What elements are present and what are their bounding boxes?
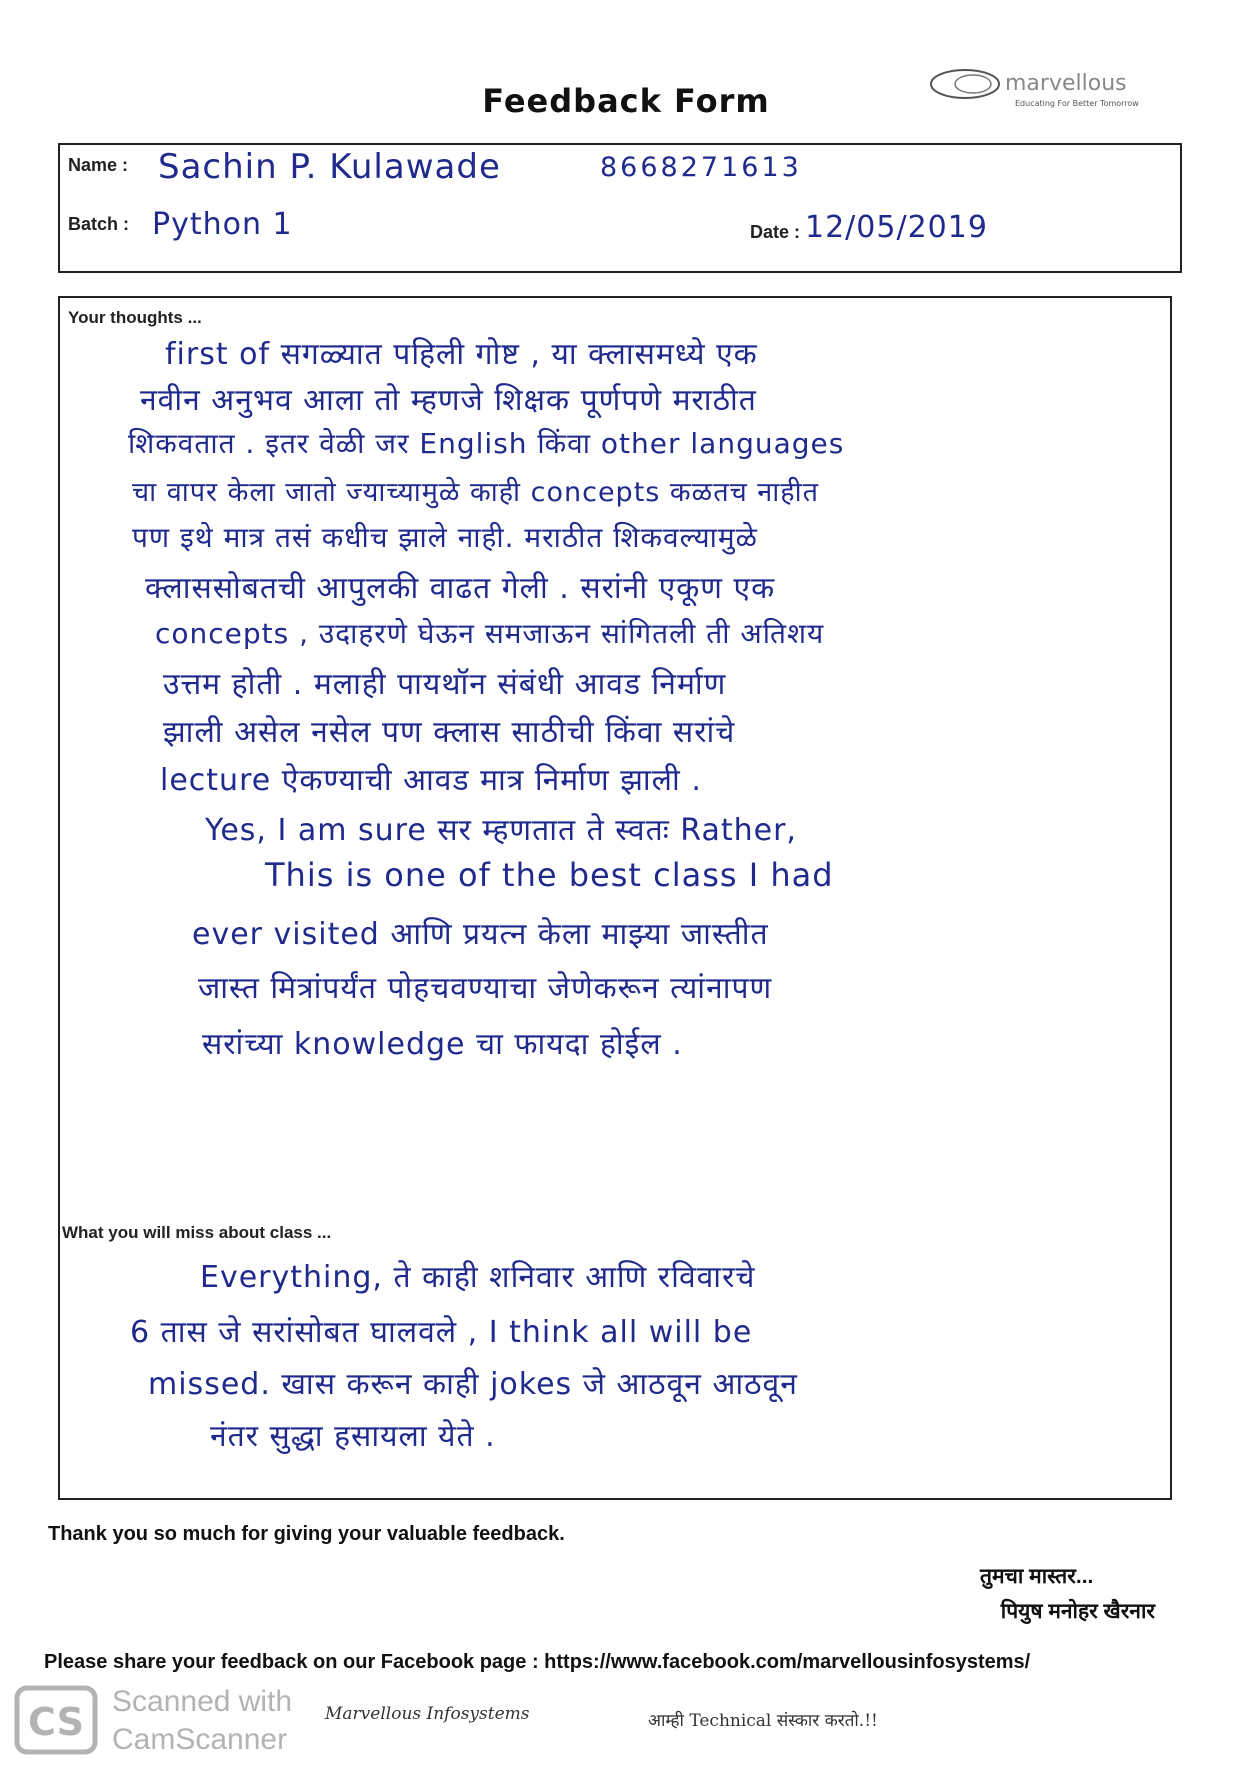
form-title: Feedback Form — [482, 82, 770, 120]
signature-line-2: पियुष मनोहर खैरनार — [1000, 1600, 1155, 1623]
date-label: Date : — [750, 222, 801, 242]
thoughts-line: जास्त मित्रांपर्यंत पोहचवण्याचा जेणेकरून त्यांनापण — [198, 971, 773, 1006]
date-value: 12/05/2019 — [805, 210, 988, 245]
tagline-text: आम्ही Technical संस्कार करतो.!! — [648, 1711, 878, 1731]
batch-value: Python 1 — [152, 207, 293, 242]
marvellous-logo — [925, 62, 1215, 114]
batch-label: Batch : — [68, 214, 130, 234]
thoughts-line: क्लाससोबतची आपुलकी वाढत गेली . सरांनी एकूण एक — [145, 571, 776, 606]
thoughts-line: lecture ऐकण्याची आवड मात्र निर्माण झाली . — [160, 763, 702, 798]
miss-line: Everything, ते काही शनिवार आणि रविवारचे — [200, 1260, 756, 1295]
camscanner-text: CamScanner — [112, 1723, 288, 1756]
thoughts-line: Yes, I am sure सर म्हणतात ते स्वतः Rather, — [205, 813, 797, 848]
camscanner-icon — [14, 1685, 98, 1755]
thoughts-line: उत्तम होती . मलाही पायथॉन संबंधी आवड निर्माण — [163, 667, 727, 702]
thanks-text: Thank you so much for giving your valuable feedback. — [48, 1523, 565, 1545]
thoughts-label: Your thoughts ... — [68, 308, 202, 327]
name-label: Name : — [68, 155, 129, 175]
thoughts-line: This is one of the best class I had — [265, 856, 834, 894]
logo-text: marvellous — [1005, 71, 1127, 96]
thoughts-line: झाली असेल नसेल पण क्लास साठीची किंवा सरांचे — [163, 715, 736, 750]
signature-line-1: तुमचा मास्तर... — [980, 1565, 1094, 1588]
brand-text: Marvellous Infosystems — [325, 1704, 530, 1724]
logo-tagline: Educating For Better Tomorrow — [1015, 99, 1139, 108]
thoughts-line: सरांच्या knowledge चा फायदा होईल . — [202, 1027, 683, 1062]
miss-line: 6 तास जे सरांसोबत घालवले , I think all will be — [130, 1315, 753, 1350]
miss-line: नंतर सुद्धा हसायला येते . — [210, 1419, 496, 1454]
thoughts-line: first of सगळ्यात पहिली गोष्ट , या क्लासमध्ये एक — [165, 337, 758, 372]
thoughts-line: पण इथे मात्र तसं कधीच झाले नाही. मराठीत शिकवल्यामुळे — [132, 521, 758, 554]
miss-label: What you will miss about class ... — [62, 1223, 332, 1242]
miss-line: missed. खास करून काही jokes जे आठवून आठवून — [148, 1367, 798, 1402]
thoughts-line: चा वापर केला जातो ज्याच्यामुळे काही concepts कळतच नाहीत — [132, 477, 820, 508]
thoughts-line: शिकवतात . इतर वेळी जर English किंवा other languages — [128, 427, 845, 460]
svg-text:CS: CS — [28, 1700, 84, 1744]
thoughts-line: नवीन अनुभव आला तो म्हणजे शिक्षक पूर्णपणे मराठीत — [140, 383, 757, 418]
facebook-share-text: Please share your feedback on our Facebook page : https://www.facebook.com/marvellousinfosystems/ — [44, 1651, 1031, 1673]
thoughts-line: concepts , उदाहरणे घेऊन समजाऊन सांगितली ती अतिशय — [155, 617, 825, 650]
thoughts-line: ever visited आणि प्रयत्न केला माझ्या जास्तीत — [192, 917, 769, 952]
scanned-with-text: Scanned with — [112, 1685, 293, 1718]
name-value: Sachin P. Kulawade — [158, 147, 501, 187]
phone-value: 8668271613 — [600, 152, 802, 183]
